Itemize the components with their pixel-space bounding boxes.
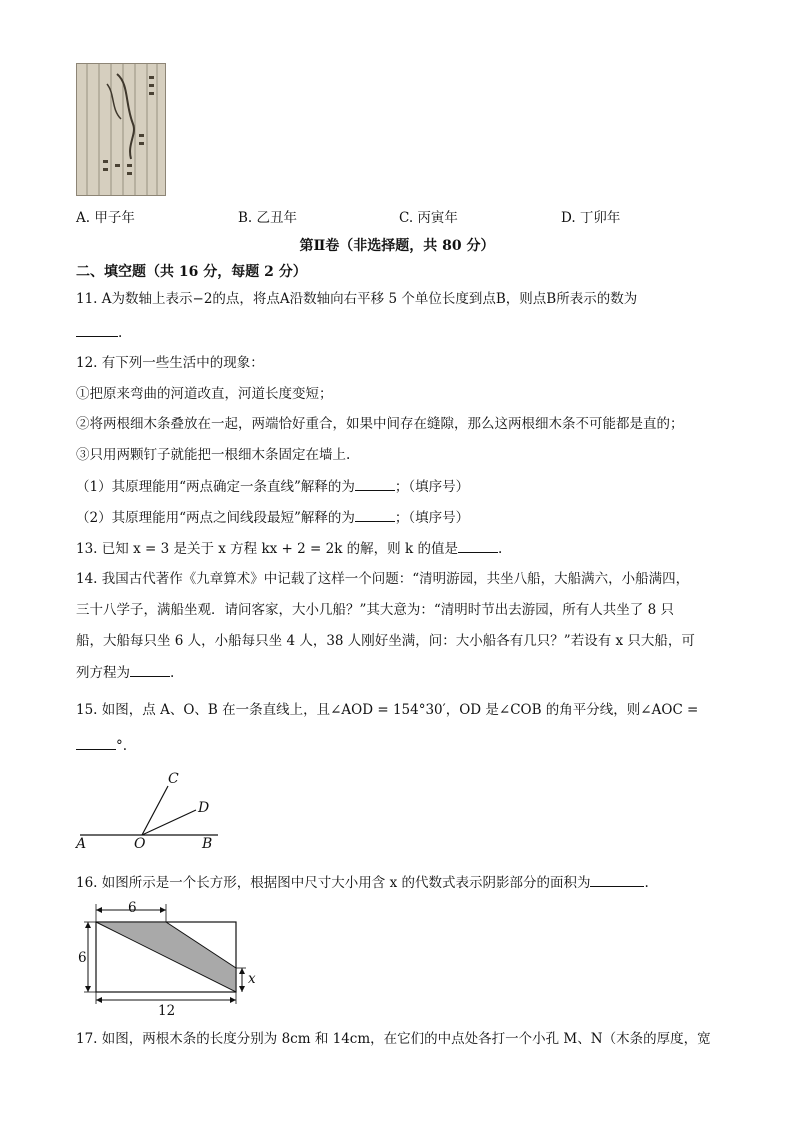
question-12 (76, 353, 264, 373)
question-number: 15. (76, 702, 98, 718)
question-14-line-4 (76, 662, 174, 683)
question-number: 17. (76, 1031, 98, 1047)
question-17 (76, 1029, 711, 1049)
question-number: 12. (76, 355, 98, 371)
ancient-book-image (76, 63, 166, 196)
question-text: 如图，两根木条的长度分别为 8cm 和 14cm，在它们的中点处各打一个小孔 M、N（木条的厚度，宽 (101, 1031, 711, 1047)
question-15 (76, 700, 698, 720)
sub-question-tail: ；（填序号） (394, 510, 470, 526)
phenomenon-1: ①把原来弯曲的河道改直，河道长度变短； (76, 386, 333, 402)
choice-a: A. 甲子年 (76, 210, 135, 226)
question-text: 如图，点 A、O、B 在一条直线上，且∠AOD = 154°30′，OD 是∠COB 的角平分线，则∠AOC = (101, 702, 699, 718)
question-tail: °. (116, 738, 128, 754)
question-14-line-1 (76, 569, 689, 589)
question-text: 列方程为 (76, 665, 130, 681)
question-tail: . (497, 541, 503, 557)
answer-blank (76, 735, 116, 750)
label-bottom-12: 12 (158, 1003, 176, 1019)
part-heading: 二、填空题（共 16 分，每题 2 分） (76, 264, 307, 280)
sub-question-text: （1）其原理能用“两点确定一条直线”解释的为 (76, 479, 355, 495)
section-title: 第Ⅱ卷（非选择题，共 80 分） (299, 238, 495, 254)
answer-blank (355, 507, 395, 522)
answer-blank (355, 476, 395, 491)
question-number: 13. (76, 541, 98, 557)
question-text: 已知 x = 3 是关于 x 方程 kx + 2 = 2k 的解，则 k 的值是 (101, 541, 458, 557)
ancient-book-illustration (77, 64, 165, 195)
phenomenon-3: ③只用两颗钉子就能把一根细木条固定在墙上. (76, 447, 351, 463)
answer-blank (590, 872, 644, 887)
question-12-sub-1 (76, 476, 469, 497)
choice-b: B. 乙丑年 (238, 210, 298, 226)
question-11 (76, 289, 637, 309)
label-right-x: x (248, 971, 256, 987)
choice-d: D. 丁卯年 (561, 210, 621, 226)
question-number: 14. (76, 571, 98, 587)
answer-blank (130, 662, 170, 677)
phenomenon-2: ②将两根细木条叠放在一起，两端恰好重合，如果中间存在缝隙，那么这两根细木条不可能都是直的； (76, 416, 684, 432)
question-16 (76, 872, 649, 893)
ray-od (142, 810, 196, 835)
question-tail: . (170, 665, 175, 681)
label-d: D (198, 800, 210, 816)
question-14-line-3: 船，大船每只坐 6 人，小船每只坐 4 人，38 人刚好坐满，问：大小船各有几只？”若设有 x 只大船，可 (76, 633, 695, 649)
question-text: A为数轴上表示−2的点，将点A沿数轴向右平移 5 个单位长度到点B，则点B所表示的数为 (101, 291, 638, 307)
label-top-6: 6 (128, 900, 137, 916)
question-intro: 有下列一些生活中的现象： (101, 355, 264, 371)
label-a: A (76, 836, 87, 852)
label-b: B (202, 836, 213, 852)
sub-question-tail: ；（填序号） (394, 479, 470, 495)
answer-blank (458, 538, 498, 553)
question-13 (76, 538, 502, 559)
question-number: 11. (76, 291, 98, 307)
ray-oc (142, 786, 168, 835)
question-11-answer (76, 322, 122, 343)
question-text: 如图所示是一个长方形，根据图中尺寸大小用含 x 的代数式表示阴影部分的面积为 (101, 875, 591, 891)
sub-question-text: （2）其原理能用“两点之间线段最短”解释的为 (76, 510, 355, 526)
question-tail: . (644, 875, 649, 891)
question-tail: . (118, 325, 123, 341)
label-left-6: 6 (78, 950, 87, 966)
rectangle-figure (76, 898, 266, 1018)
choice-c: C. 丙寅年 (399, 210, 458, 226)
question-15-answer (76, 735, 127, 756)
label-c: C (168, 771, 179, 787)
question-14-line-2: 三十八学子，满船坐观．请问客家，大小几船？”其大意为：“清明时节出去游园，所有人共坐了 8 只 (76, 602, 674, 618)
answer-blank (76, 322, 118, 337)
label-o: O (134, 836, 146, 852)
shaded-region (96, 922, 236, 992)
question-number: 16. (76, 875, 98, 891)
question-text: 我国古代著作《九章算术》中记载了这样一个问题：“清明游园，共坐八船，大船满六，小船满四， (101, 571, 690, 587)
question-12-sub-2 (76, 507, 469, 528)
